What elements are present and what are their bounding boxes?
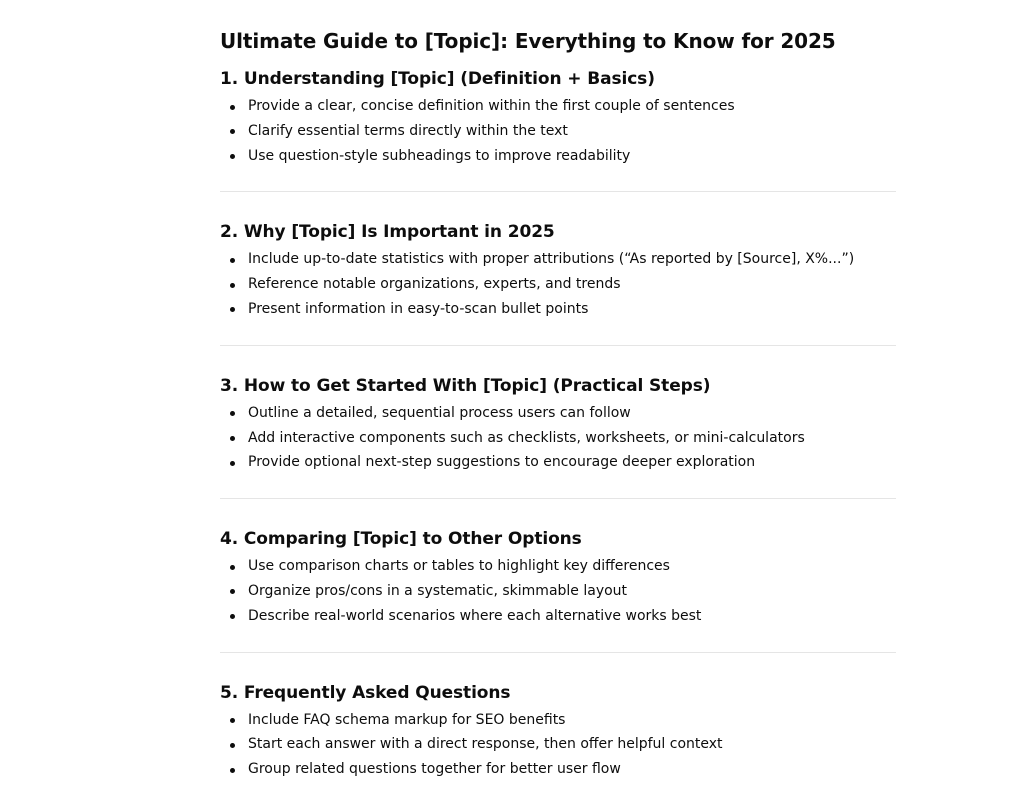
list-item: Clarify essential terms directly within the text (220, 119, 896, 144)
page-title: Ultimate Guide to [Topic]: Everything to Know for 2025 (220, 29, 836, 53)
section-heading: 4. Comparing [Topic] to Other Options (220, 529, 582, 550)
list-item: Group related questions together for better user flow (220, 757, 896, 782)
list-item: Provide optional next-step suggestions to encourage deeper exploration (220, 450, 896, 475)
list-item: Include FAQ schema markup for SEO benefits (220, 708, 896, 733)
bullet-list (220, 554, 896, 628)
list-item: Reference notable organizations, experts, and trends (220, 272, 896, 297)
bullet-list (220, 94, 896, 168)
section-heading: 2. Why [Topic] Is Important in 2025 (220, 222, 555, 243)
list-item: Use comparison charts or tables to highlight key differences (220, 554, 896, 579)
section-divider (220, 498, 896, 499)
section-comparing (220, 528, 896, 628)
section-divider (220, 652, 896, 653)
list-item: Provide a clear, concise definition within the first couple of sentences (220, 94, 896, 119)
list-item: Include up-to-date statistics with proper attributions (“As reported by [Source], X%...”) (220, 247, 896, 272)
bullet-list (220, 708, 896, 782)
list-item: Start each answer with a direct response, then offer helpful context (220, 732, 896, 757)
list-item: Organize pros/cons in a systematic, skimmable layout (220, 579, 896, 604)
list-item: Add interactive components such as checklists, worksheets, or mini-calculators (220, 426, 896, 451)
section-getting-started (220, 375, 896, 475)
section-heading: 1. Understanding [Topic] (Definition + Basics) (220, 69, 655, 89)
section-divider (220, 345, 896, 346)
list-item: Use question-style subheadings to improve readability (220, 144, 896, 169)
section-heading: 5. Frequently Asked Questions (220, 682, 511, 703)
list-item: Outline a detailed, sequential process users can follow (220, 401, 896, 426)
list-item: Describe real-world scenarios where each alternative works best (220, 604, 896, 629)
document (220, 28, 896, 782)
section-divider (220, 191, 896, 192)
section-importance (220, 221, 896, 321)
list-item: Present information in easy-to-scan bullet points (220, 297, 896, 322)
bullet-list (220, 247, 896, 321)
section-faq (220, 682, 896, 782)
section-understanding (220, 68, 896, 168)
section-heading: 3. How to Get Started With [Topic] (Practical Steps) (220, 375, 711, 396)
bullet-list (220, 401, 896, 475)
